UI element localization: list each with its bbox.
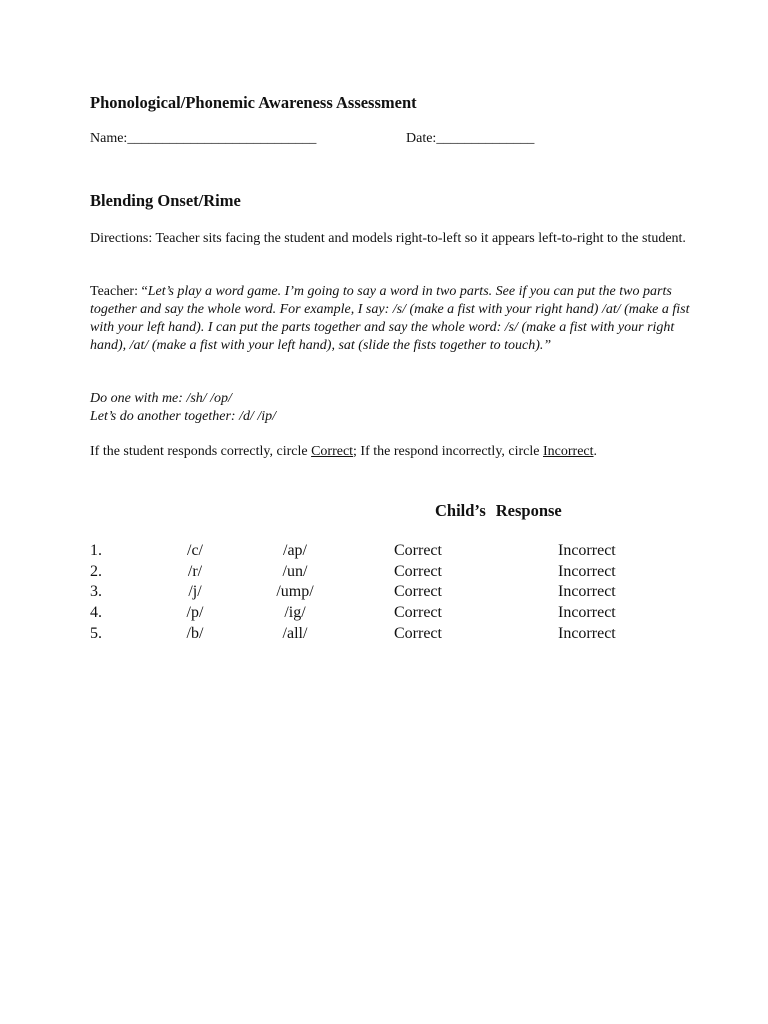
teacher-script <box>90 283 690 355</box>
item-onset: /j/ <box>188 583 202 601</box>
instructions-part-1: If the student responds correctly, circle <box>90 444 312 459</box>
item-row-1 <box>0 542 768 563</box>
item-rime: /ig/ <box>284 604 306 622</box>
response-header <box>435 501 562 521</box>
incorrect-option[interactable]: Incorrect <box>558 583 616 601</box>
correct-option[interactable]: Correct <box>394 624 442 642</box>
directions-text: Directions: Teacher sits facing the student and models right-to-left so it appears left-to-right to the student. <box>90 231 686 246</box>
item-number: 2. <box>90 562 102 580</box>
item-rime: /all/ <box>282 624 308 642</box>
scoring-instructions <box>90 443 690 461</box>
correct-option[interactable]: Correct <box>394 583 442 601</box>
page-title: Phonological/Phonemic Awareness Assessment <box>90 93 417 112</box>
incorrect-option[interactable]: Incorrect <box>558 562 616 580</box>
item-number: 4. <box>90 604 102 622</box>
item-row-4 <box>0 604 768 625</box>
item-number: 1. <box>90 542 102 559</box>
incorrect-option[interactable]: Incorrect <box>558 542 616 559</box>
teacher-script-text: Let’s play a word game. I’m going to say a word in two parts. See if you can put the two parts together and say the whole word. For example, I say: /s/ (make a fist with your right hand) /at/ (make a fist with your left hand). I can put the parts together and say the whole word: /s/ (make a fist with your right hand), /at/ (make a fist with your left hand), sat (slide the fists together to touch).” <box>90 284 690 353</box>
correct-option[interactable]: Correct <box>394 542 442 559</box>
correct-option[interactable]: Correct <box>394 562 442 580</box>
item-onset: /b/ <box>186 624 204 642</box>
instructions-correct-word: Correct <box>311 444 354 459</box>
item-rime: /ump/ <box>276 583 314 601</box>
date-field[interactable]: Date:______________ <box>406 131 535 146</box>
incorrect-option[interactable]: Incorrect <box>558 624 616 642</box>
response-header-word-2: Response <box>495 501 562 520</box>
instructions-incorrect-word: Incorrect <box>543 444 594 459</box>
item-row-3 <box>0 583 768 604</box>
item-number: 3. <box>90 583 102 601</box>
practice-line-2: Let’s do another together: /d/ /ip/ <box>90 409 277 424</box>
teacher-prefix: Teacher: “ <box>90 284 148 299</box>
practice-block <box>90 390 690 426</box>
correct-option[interactable]: Correct <box>394 604 442 622</box>
item-row-5 <box>0 625 768 646</box>
name-field[interactable]: Name:___________________________ <box>90 131 317 146</box>
item-onset: /p/ <box>186 604 204 622</box>
item-onset: /r/ <box>187 562 203 580</box>
assessment-items <box>0 542 768 645</box>
item-rime: /ap/ <box>283 542 307 559</box>
item-row-2 <box>0 563 768 584</box>
section-heading: Blending Onset/Rime <box>90 191 241 210</box>
incorrect-option[interactable]: Incorrect <box>558 604 616 622</box>
response-header-word-1: Child’s <box>435 501 486 520</box>
instructions-part-3: . <box>593 444 598 459</box>
item-onset: /c/ <box>187 542 203 559</box>
practice-line-1: Do one with me: /sh/ /op/ <box>90 391 232 406</box>
item-rime: /un/ <box>282 562 308 580</box>
instructions-part-2: ; If the respond incorrectly, circle <box>353 444 543 459</box>
item-number: 5. <box>90 624 102 642</box>
